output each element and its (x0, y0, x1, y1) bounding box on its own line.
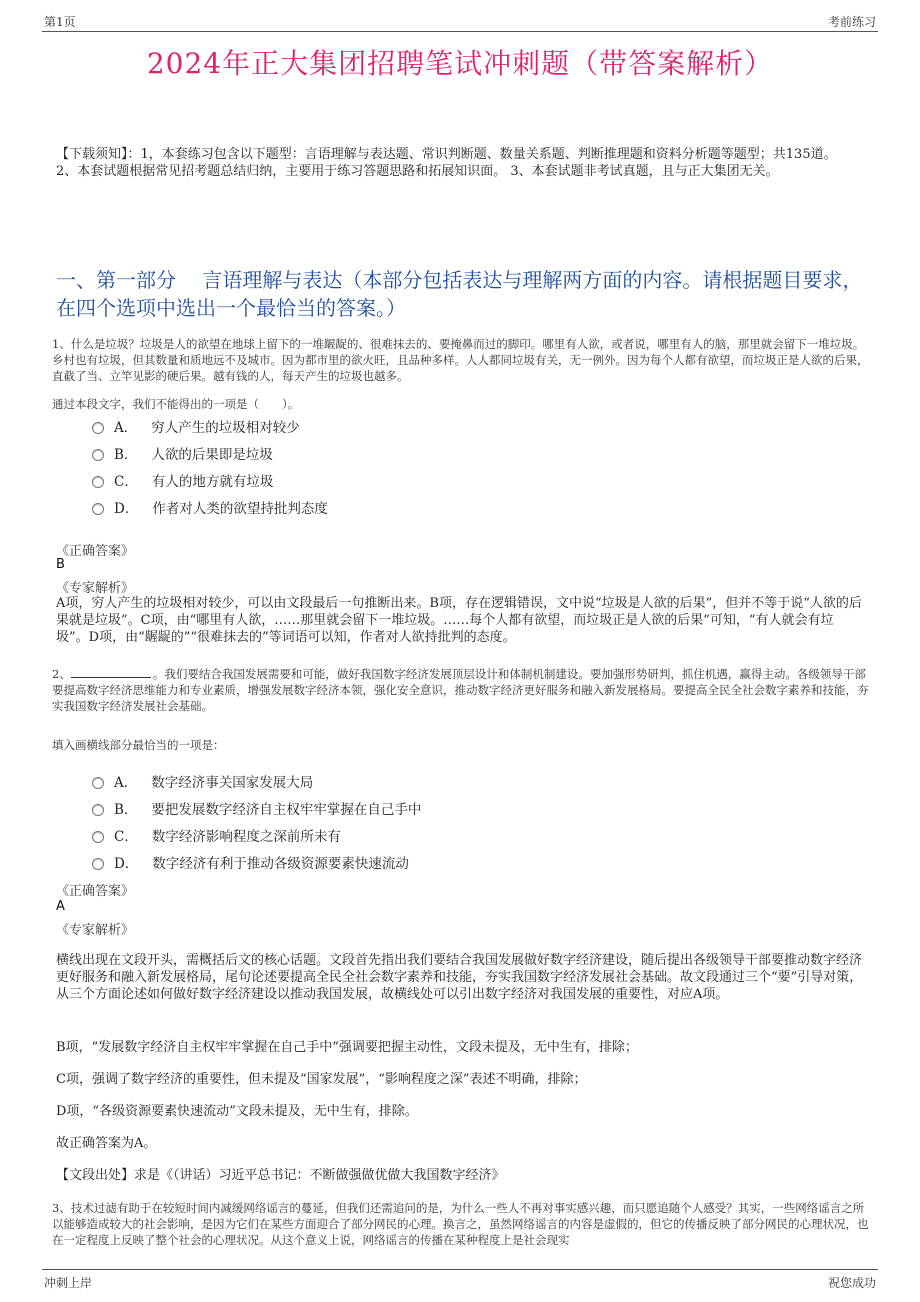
q2-analysis-label: 《专家解析》 (56, 923, 135, 938)
q1-option-a[interactable]: A． 穷人产生的垃圾相对较少 (92, 416, 300, 436)
q2-answer: A (56, 899, 65, 914)
q2-option-a[interactable]: A． 数字经济事关国家发展大局 (92, 771, 313, 791)
page-title: 2024年正大集团招聘笔试冲刺题（带答案解析） (146, 47, 774, 80)
section-heading: 一、第一部分 言语理解与表达（本部分包括表达与理解两方面的内容。请根据题目要求，在四个选项中选出一个最恰当的答案。） (56, 268, 863, 320)
header-right-label: 考前练习 (827, 15, 876, 29)
q1-option-b[interactable]: B． 人欲的后果即是垃圾 (92, 443, 273, 463)
q2-source: 【文段出处】求是《（讲话）习近平总书记：不断做强做优做大我国数字经济》 (56, 1168, 505, 1183)
q2-answer-label: 《正确答案》 (56, 884, 135, 899)
q2-analysis-paragraph: B项，“发展数字经济自主权牢牢掌握在自己手中”强调要把握主动性，文段未提及，无中生有，排除； (56, 1040, 638, 1055)
header-rule (42, 31, 878, 32)
q1-answer-label: 《正确答案》 (56, 544, 135, 559)
q2-analysis-paragraph: D项，“各级资源要素快速流动”文段未提及，无中生有，排除。 (56, 1104, 418, 1119)
question-2-passage: 2、 。我们要结合我国发展需要和可能，做好我国数字经济发展顶层设计和体制机制建设。要加强形势研判，抓住机遇，赢得主动。各级领导干部要提高数字经济思维能力和专业素质，增强发展数字经济本领，强化安全意识，推动数字经济更好服务和融入新发展格局。要提高全民全社会数字素养和技能，夯实我国数字经济发展社会基础。 (52, 667, 869, 713)
q2-analysis-paragraph: 故正确答案为A。 (56, 1136, 157, 1151)
q1-option-d[interactable]: D． 作者对人类的欲望持批判态度 (92, 497, 328, 517)
q1-answer: B (56, 557, 65, 572)
page-number: 第1页 (44, 15, 76, 29)
question-3-passage: 3、技术过滤有助于在较短时间内减缓网络谣言的蔓延，但我们还需追问的是，为什么一些人不再对事实感兴趣，而只愿追随个人感受？其实，一些网络谣言之所以能够造成较大的社会影响，是因为它们在某些方面迎合了部分网民的心理。换言之，虽然网络谣言的内容是虚假的，但它的传播反映了部分网民的心理状况，也在一定程度上反映了整个社会的心理状况。从这个意义上说，网络谣言的传播在某种程度上是社会现实 (52, 1201, 869, 1247)
radio-icon[interactable] (92, 476, 104, 488)
footer-left-label: 冲刺上岸 (44, 1276, 93, 1290)
q2-option-d[interactable]: D． 数字经济有利于推动各级资源要素快速流动 (92, 852, 409, 872)
question-1-prompt: 通过本段文字，我们不能得出的一项是（ ）。 (52, 397, 300, 411)
radio-icon[interactable] (92, 449, 104, 461)
q2-option-b[interactable]: B． 要把发展数字经济自主权牢牢掌握在自己手中 (92, 798, 421, 818)
q1-analysis-label: 《专家解析》 (56, 581, 135, 596)
radio-icon[interactable] (92, 831, 104, 843)
q2-option-c[interactable]: C． 数字经济影响程度之深前所未有 (92, 825, 341, 845)
fill-blank-line (71, 667, 151, 678)
q1-option-c[interactable]: C． 有人的地方就有垃圾 (92, 470, 273, 490)
q1-analysis: A项，穷人产生的垃圾相对较少，可以由文段最后一句推断出来。B项，存在逻辑错误，文中说“垃圾是人欲的后果”，但并不等于说“人欲的后果就是垃圾”。C项，由“哪里有人欲，……那里就会留下一堆垃圾。……每个人都有欲望，而垃圾正是人欲的后果”可知，“有人就会有垃圾”。D项，由“龌龊的”“很难抹去的”等词语可以知，作者对人欲持批判的态度。 (56, 596, 862, 645)
download-notice: 【下载须知】：1，本套练习包含以下题型：言语理解与表达题、常识判断题、数量关系题、判断推理题和资料分析题等题型；共135道。 2、本套试题根据常见招考题总结归纳，主要用于练习答题思路和拓展知识面。 3、本套试题非考试真题，且与正大集团无关。 (56, 147, 837, 179)
q2-analysis-paragraph: C项，强调了数字经济的重要性，但未提及“国家发展”，“影响程度之深”表述不明确，排除； (56, 1072, 587, 1087)
q2-analysis-paragraph: 横线出现在文段开头，需概括后文的核心话题。文段首先指出我们要结合我国发展做好数字经济建设，随后提出各级领导干部要推动数字经济更好服务和融入新发展格局，尾句论述要提高全民全社会数字素养和技能，夯实我国数字经济发展社会基础。故文段通过三个“要”引导对策，从三个方面论述如何做好数字经济建设以推动我国发展，故横线处可以引出数字经济对我国发展的重要性，对应A项。 (56, 953, 863, 1002)
footer-right-label: 祝您成功 (827, 1276, 876, 1290)
radio-icon[interactable] (92, 777, 104, 789)
radio-icon[interactable] (92, 804, 104, 816)
radio-icon[interactable] (92, 858, 104, 870)
question-2-prompt: 填入画横线部分最恰当的一项是： (52, 738, 225, 752)
radio-icon[interactable] (92, 422, 104, 434)
radio-icon[interactable] (92, 503, 104, 515)
question-1-passage: 1、什么是垃圾？垃圾是人的欲望在地球上留下的一堆龌龊的、很难抹去的、要掩鼻而过的脚印。哪里有人欲，或者说，哪里有人的脑，那里就会留下一堆垃圾。乡村也有垃圾，但其数量和质地远不及城市。因为都市里的欲火旺，且品种多样。人人都同垃圾有关，无一例外。因为每个人都有欲望，而垃圾正是人欲的后果，直截了当、立竿见影的硬后果。越有钱的人，每天产生的垃圾也越多。 (52, 337, 869, 383)
footer-rule (42, 1269, 878, 1270)
